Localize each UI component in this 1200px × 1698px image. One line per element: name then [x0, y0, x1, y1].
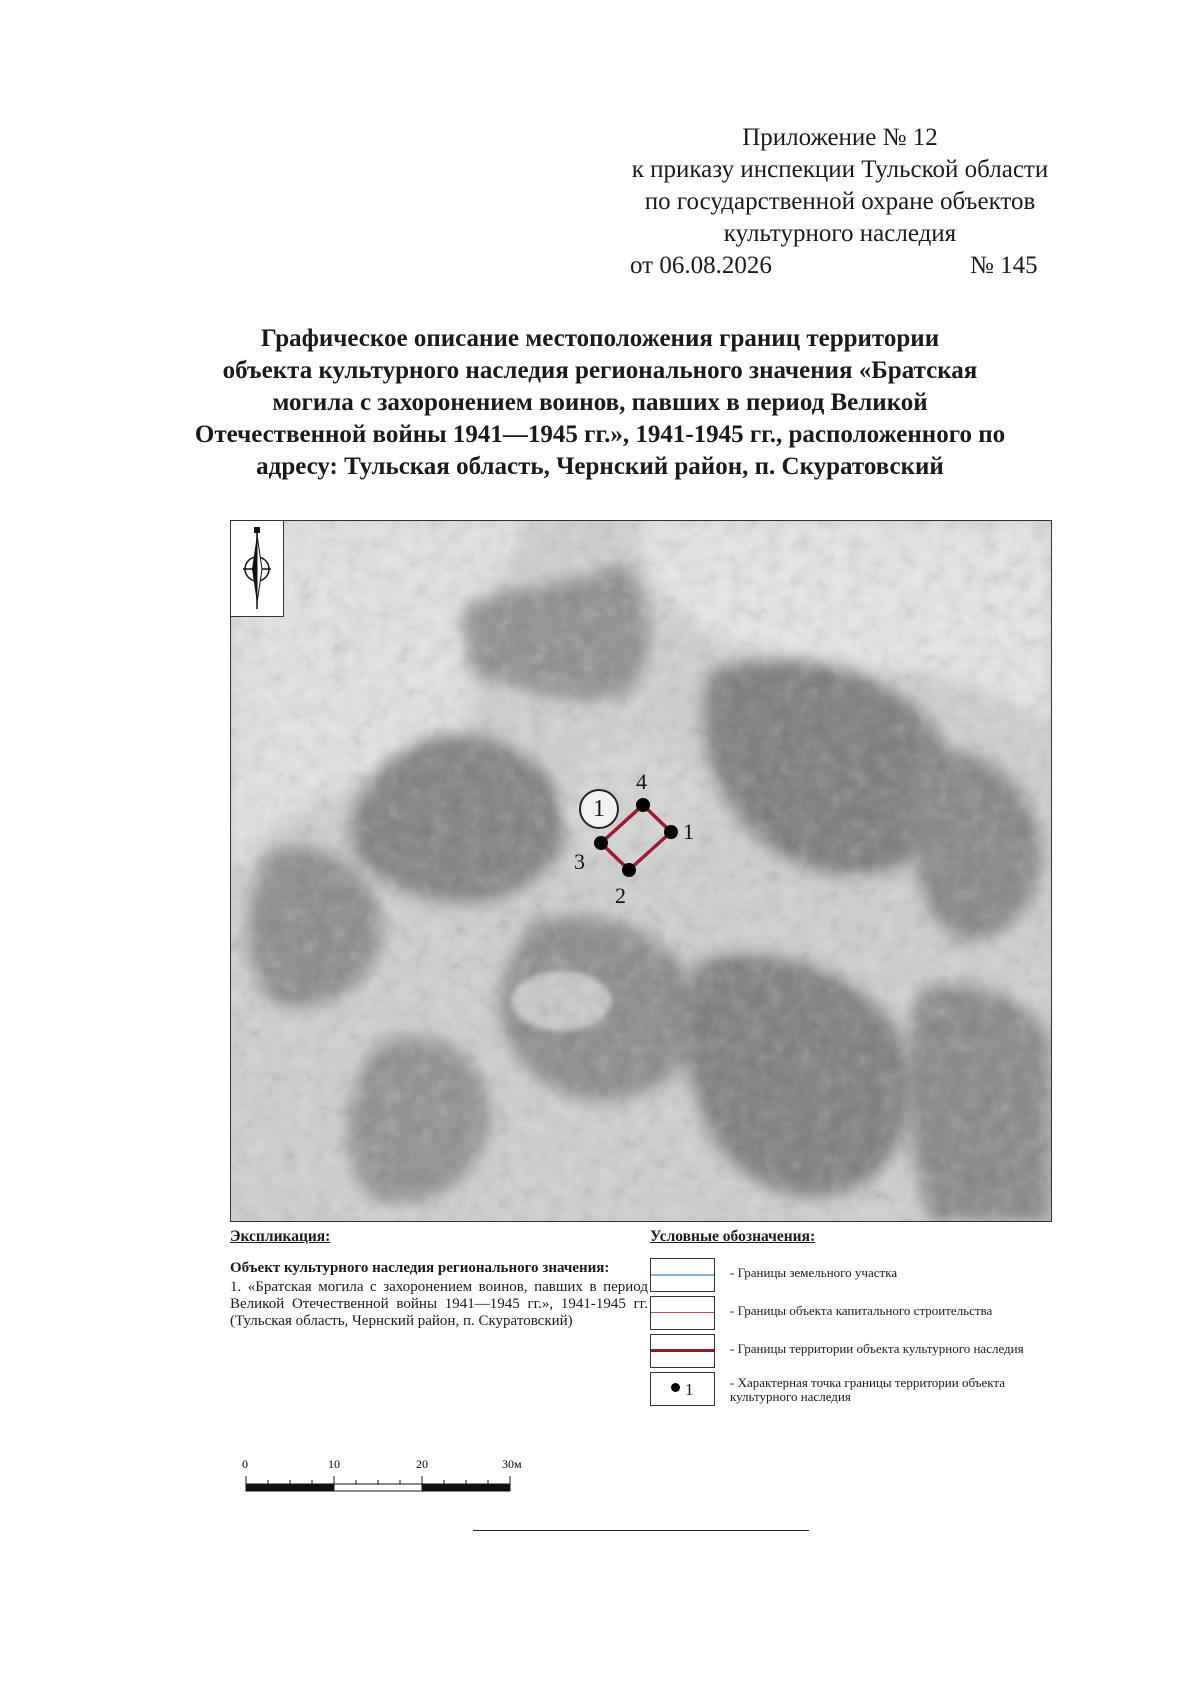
legend-label-boundary-point: - Характерная точка границы территории объекта культурного наследия [730, 1375, 1005, 1404]
object-number-label[interactable]: 1 [579, 789, 619, 829]
legend-label-heritage-territory: - Границы территории объекта культурного наследия [730, 1341, 1024, 1356]
explication-heading: Экспликация: [230, 1228, 331, 1245]
scale-label-20: 20 [416, 1457, 428, 1471]
point-symbol-label: 1 [685, 1380, 694, 1399]
legend-heading: Условные обозначения: [650, 1228, 816, 1245]
legend-item-capital-building [650, 1296, 1070, 1334]
title-line-1: Графическое описание местоположения границ территории [260, 325, 940, 352]
document-title [130, 323, 1070, 483]
order-reference: к приказу инспекции Тульской области [631, 156, 1049, 183]
legend-item-boundary-point [650, 1372, 1070, 1416]
boundary-point-1 [664, 825, 678, 839]
point-label-2: 2 [615, 883, 626, 908]
boundary-point-3 [594, 836, 608, 850]
boundary-point-symbol [650, 1372, 715, 1406]
title-line-5: адресу: Тульская область, Чернский район, п. Скуратовский [256, 453, 944, 480]
explication [230, 1228, 648, 1330]
scale-label-30: 30м [502, 1457, 522, 1471]
boundary-point-2 [622, 863, 636, 877]
title-line-4: Отечественной войны 1941—1945 гг.», 1941-1945 гг., расположенного по [194, 421, 1006, 448]
scale-label-0: 0 [242, 1457, 248, 1471]
land-plot-line-symbol [650, 1258, 715, 1292]
legend [650, 1228, 1070, 1416]
heritage-territory-line-symbol [650, 1334, 715, 1368]
appendix-header [560, 122, 1120, 282]
point-label-1: 1 [683, 819, 694, 844]
order-reference-cont: по государственной охране объектов [644, 188, 1036, 215]
legend-item-land-plot [650, 1258, 1070, 1296]
explication-subheading: Объект культурного наследия регионального значения: [230, 1260, 610, 1276]
order-number: № 145 [970, 252, 1038, 279]
order-date-line [560, 250, 1120, 282]
scale-label-10: 10 [328, 1457, 340, 1471]
point-dot-icon [671, 1383, 680, 1392]
explication-text: 1. «Братская могила с захоронением воинов, павших в период Великой Отечественной войны 1941—1945 гг.», 1941-1945 гг. (Тульская область, Чернский район, п. Скуратовский) [230, 1279, 648, 1329]
legend-item-heritage-territory [650, 1334, 1070, 1372]
legend-label-capital-building: - Границы объекта капитального строительства [730, 1303, 993, 1318]
order-date: от 06.08.2026 [630, 252, 772, 279]
footer-separator-line [473, 1530, 809, 1531]
order-reference-end: культурного наследия [723, 220, 957, 247]
scale-bar [240, 1454, 540, 1514]
title-line-3: могила с захоронением воинов, павших в период Великой [272, 389, 928, 416]
boundary-point-4 [636, 798, 650, 812]
heritage-boundary-overlay [231, 521, 1051, 1221]
capital-building-line-symbol [650, 1296, 715, 1330]
appendix-number: Приложение № 12 [742, 124, 938, 151]
legend-label-land-plot: - Границы земельного участка [730, 1265, 898, 1280]
point-label-4: 4 [636, 769, 647, 794]
title-line-2: объекта культурного наследия регионального значения «Братская [222, 357, 978, 384]
satellite-map[interactable] [230, 520, 1052, 1222]
point-label-3: 3 [574, 849, 585, 874]
